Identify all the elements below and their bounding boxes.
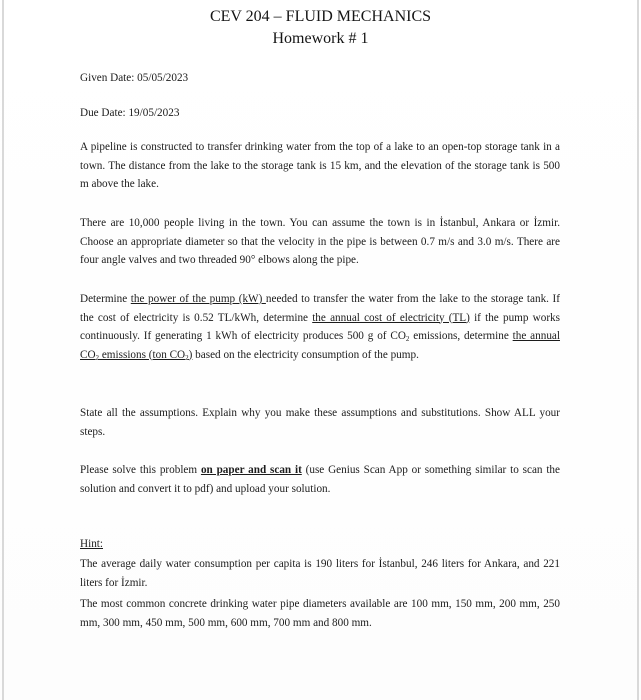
task-pump-power: the power of the pump (kW)	[130, 293, 266, 305]
due-date: Due Date: 19/05/2023	[80, 107, 180, 119]
page-left-edge	[2, 0, 4, 700]
text-segment: needed to transfer the water from the lake to the storage tank. If the cost of electricity is 0.52 TL/kWh, determine	[80, 293, 560, 324]
text-segment: emissions, determine	[409, 330, 513, 342]
subscript: 2	[405, 335, 410, 343]
text-segment: (use Genius Scan App or something similar to scan the solution and convert it to pdf) and upload your solution.	[80, 464, 560, 495]
given-date: Given Date: 05/05/2023	[80, 72, 189, 84]
text-segment: emissions (ton CO	[99, 348, 186, 361]
text-segment: Determine	[80, 293, 131, 305]
task-electricity-cost: the annual cost of electricity (TL)	[312, 311, 470, 324]
hint-pipe-diameters: The most common concrete drinking water pipe diameters available are 100 mm, 150 mm, 200 mm, 250 mm, 300 mm, 450 mm, 500 mm, 600 mm, 700 mm and 800 mm.	[80, 598, 560, 629]
emphasis-paper-scan: on paper and scan it	[200, 464, 302, 476]
text-segment: if the pump works continuously. If generating 1 kWh of electricity produces 500 g of CO	[80, 311, 560, 342]
homework-title: Homework # 1	[272, 30, 369, 47]
paragraph-pipeline: A pipeline is constructed to transfer drinking water from the top of a lake to an open-top storage tank in a town. The distance from the lake to the storage tank is 15 km, and the elevation of the storage tank is 500 m above the lake.	[80, 141, 560, 190]
text-segment: )	[188, 348, 193, 361]
paragraph-assumptions: State all the assumptions. Explain why you make these assumptions and substitutions. Show ALL your steps.	[80, 407, 560, 438]
subscript: 2	[185, 353, 189, 362]
text-segment: Please solve this problem	[80, 464, 201, 476]
text-segment: based on the electricity consumption of the pump.	[192, 348, 419, 361]
paragraph-town: There are 10,000 people living in the town. You can assume the town is in İstanbul, Ankara or İzmir. Choose an appropriate diameter so that the velocity in the pipe is between 0.7 m/s and 3.0 m/s. There are four angle valves and two threaded 90° elbows along the pipe.	[80, 217, 560, 266]
paragraph-submission	[80, 461, 560, 498]
subscript: 2	[95, 353, 100, 362]
paragraph-pump-tasks	[80, 290, 560, 364]
hint-water-consumption: The average daily water consumption per capita is 190 liters for İstanbul, 246 liters for Ankara, and 221 liters for İzmir.	[80, 558, 560, 589]
page-right-edge	[637, 0, 639, 700]
text-segment: the annual CO	[80, 330, 560, 361]
course-title: CEV 204 – FLUID MECHANICS	[209, 8, 432, 25]
hint-heading: Hint:	[80, 538, 103, 550]
